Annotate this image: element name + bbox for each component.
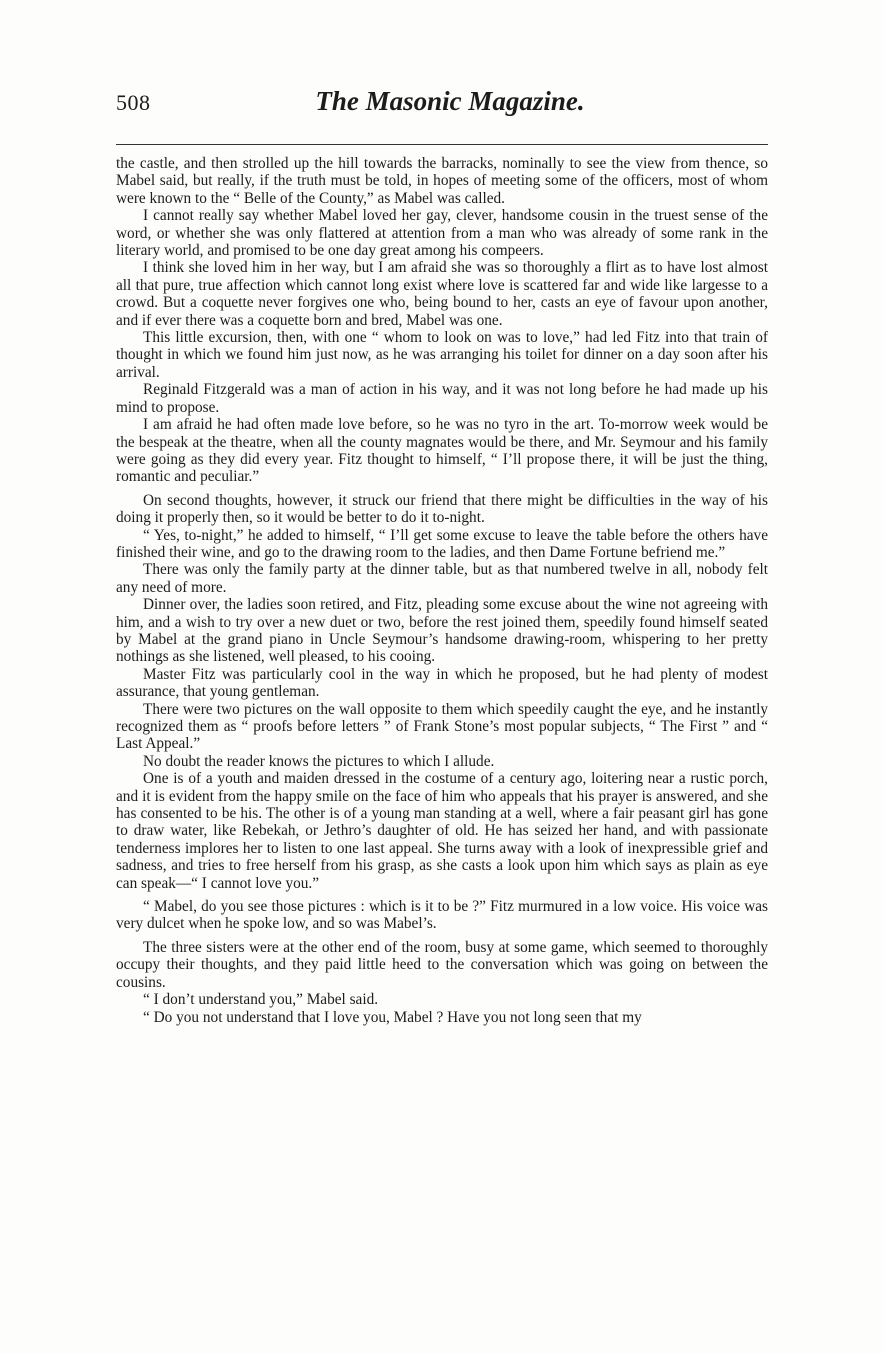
header-rule: [116, 144, 768, 145]
magazine-title: The Masonic Magazine.: [315, 86, 585, 116]
paragraph: There were two pictures on the wall opposite to them which speedily caught the eye, and he instantly recognized them as “ proofs before letters ” of Frank Stone’s most popular subjects, “ The First ” and “ Last Appeal.”: [116, 700, 768, 753]
paragraph: I cannot really say whether Mabel loved her gay, clever, handsome cousin in the truest sense of the word, or whether she was only flattered at attention from a man who was already of some rank in the literary world, and promised to be one day great among his compeers.: [116, 207, 768, 260]
running-head: [116, 86, 768, 126]
paragraph: Dinner over, the ladies soon retired, and Fitz, pleading some excuse about the wine not agreeing with him, and a wish to try over a new duet or two, before the rest joined them, speedily found himself seated by Mabel at the grand piano in Uncle Seymour’s handsome drawing-room, whispering to her pretty nothings as she listened, well pleased, to his cooing.: [116, 596, 768, 666]
article-body: [116, 155, 768, 1026]
page-number: 508: [116, 90, 151, 115]
paragraph: No doubt the reader knows the pictures to which I allude.: [143, 752, 495, 770]
paragraph: “ Do you not understand that I love you, Mabel ? Have you not long seen that my: [143, 1008, 642, 1026]
paragraph: This little excursion, then, with one “ whom to look on was to love,” had led Fitz into that train of thought in which we found him just now, as he was arranging his toilet for dinner on a day soon after his arrival.: [116, 329, 768, 381]
paragraph: “ Mabel, do you see those pictures : which is it to be ?” Fitz murmured in a low voice. His voice was very dulcet when he spoke low, and so was Mabel’s.: [116, 898, 768, 933]
paragraph: I am afraid he had often made love before, so he was no tyro in the art. To-morrow week would be the bespeak at the theatre, when all the county magnates would be there, and Mr. Seymour and his family were going as they did every year. Fitz thought to himself, “ I’ll propose there, it will be just the thing, romantic and peculiar.”: [116, 416, 768, 486]
paragraph: The three sisters were at the other end of the room, busy at some game, which seemed to thoroughly occupy their thoughts, and they paid little heed to the conversation which was going on between the cousins.: [116, 938, 768, 991]
paragraph: the castle, and then strolled up the hill towards the barracks, nominally to see the view from thence, so Mabel said, but really, if the truth must be told, in hopes of meeting some of the officers, most of whom were known to the “ Belle of the County,” as Mabel was called.: [116, 155, 768, 207]
paragraph: Reginald Fitzgerald was a man of action in his way, and it was not long before he had made up his mind to propose.: [116, 381, 768, 416]
paragraph: “ Yes, to-night,” he added to himself, “ I’ll get some excuse to leave the table before the others have finished their wine, and go to the drawing room to the ladies, and then Dame Fortune befriend me.”: [116, 526, 768, 561]
paragraph: I think she loved him in her way, but I am afraid she was so thoroughly a flirt as to have lost almost all that pure, true affection which cannot long exist where love is scattered far and wide like largesse to a crowd. But a coquette never forgives one who, being bound to her, casts an eye of favour upon another, and if ever there was a coquette born and bred, Mabel was one.: [116, 259, 768, 329]
paragraph: One is of a youth and maiden dressed in the costume of a century ago, loitering near a rustic porch, and it is evident from the happy smile on the face of him who appeals that his prayer is answered, and she has consented to be his. The other is of a young man standing at a well, where a fair peasant girl has gone to draw water, like Rebekah, or Jethro’s daughter of old. He has seized her hand, and with passionate tenderness implores her to listen to one last appeal. She turns away with a look of inexpressible grief and sadness, and tries to free herself from his grasp, as she casts a look upon him which says as plain as eye can speak—“ I cannot love you.”: [116, 770, 768, 892]
paragraph: On second thoughts, however, it struck our friend that there might be difficulties in the way of his doing it properly then, so it would be better to do it to-night.: [116, 491, 768, 527]
paragraph: There was only the family party at the dinner table, but as that numbered twelve in all, nobody felt any need of more.: [116, 561, 768, 596]
paragraph: “ I don’t understand you,” Mabel said.: [143, 991, 379, 1009]
paragraph: Master Fitz was particularly cool in the way in which he proposed, but he had plenty of modest assurance, that young gentleman.: [116, 665, 768, 701]
